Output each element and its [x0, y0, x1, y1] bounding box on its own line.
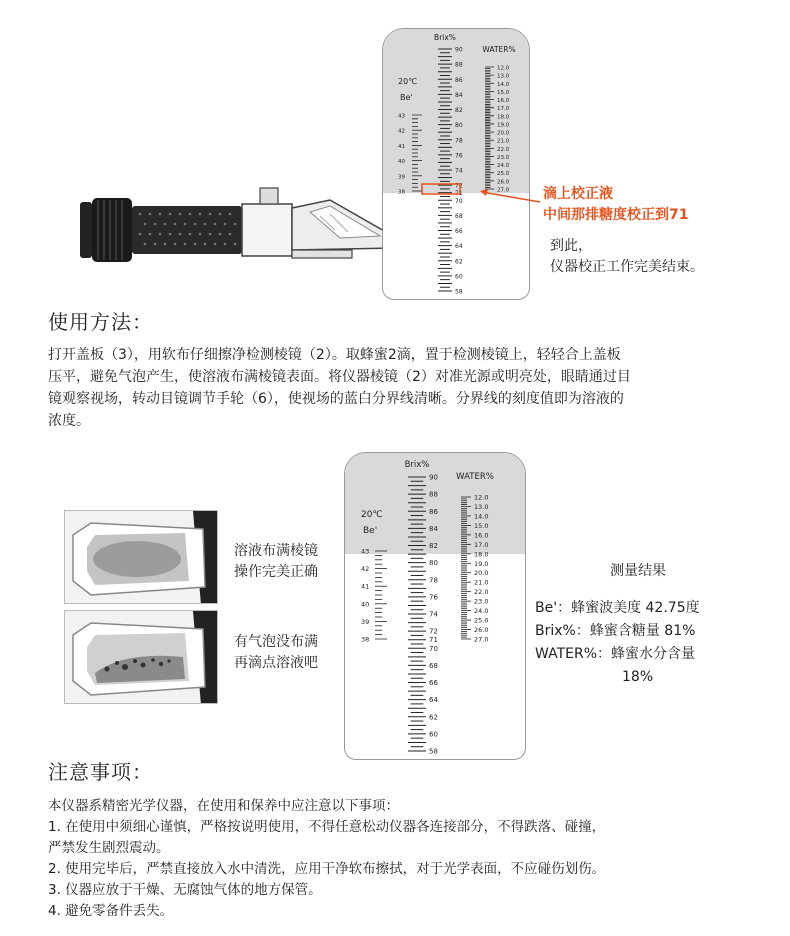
- result-water: WATER%：蜂蜜水分含量: [535, 646, 695, 662]
- usage-line-1: 打开盖板（3），用软布仔细擦净检测棱镜（2）。取蜂蜜2滴，置于检测棱镜上，轻轻合上盖板: [48, 347, 621, 363]
- be-tick-label: 42: [398, 128, 405, 135]
- result-water-value: 18%: [622, 669, 654, 685]
- water-tick-label: 14.0: [474, 512, 489, 521]
- result-be: Be'：蜂蜜波美度 42.75度: [535, 600, 700, 616]
- calibration-arrow-line: [482, 192, 540, 202]
- water-tick-label: 20.0: [474, 569, 489, 578]
- prism-photo-bubbles: [64, 610, 218, 704]
- be-tick-label: 39: [398, 174, 405, 181]
- water-tick-label: 22.0: [497, 146, 510, 153]
- water-tick-label: 12.0: [497, 65, 510, 72]
- brix-tick-label: 78: [429, 576, 438, 585]
- bad-caption-1: 有气泡没布满: [234, 634, 318, 650]
- notes-list: [48, 796, 605, 922]
- refractometer-illustration: [80, 180, 410, 280]
- notes-item-4: 4. 避免零备件丢失。: [48, 903, 174, 919]
- water-tick-label: 20.0: [497, 130, 510, 137]
- usage-heading: 使用方法：: [48, 310, 153, 334]
- brix-tick-label: 62: [455, 258, 463, 266]
- top-scale-marks: [383, 29, 530, 300]
- brix-tick-label: 70: [429, 644, 438, 653]
- brix-tick-label: 88: [429, 490, 438, 499]
- water-label: WATER%: [482, 45, 516, 54]
- be-tick-label: 42: [361, 565, 370, 574]
- notes-heading: 注意事项：: [48, 760, 153, 784]
- be-tick-label: 38: [398, 189, 405, 196]
- calibration-done-2: 仪器校正工作完美结束。: [550, 259, 704, 275]
- brix-tick-label: 66: [455, 228, 463, 235]
- usage-line-4: 浓度。: [48, 413, 90, 429]
- brix-tick-label: 84: [455, 91, 463, 99]
- temp-label: 20℃: [398, 77, 418, 86]
- calibration-arrow-head: [480, 189, 488, 196]
- calibration-step-2: 中间那排糖度校正到71: [543, 207, 689, 223]
- brix-tick-label: 72: [429, 627, 438, 636]
- bad-caption-2: 再滴点溶液吧: [234, 655, 318, 671]
- water-tick-label: 18.0: [497, 114, 510, 121]
- brix-tick-label: 84: [429, 524, 438, 533]
- notes-item-2: 2. 使用完毕后，严禁直接放入水中清洗，应用干净软布擦拭，对于光学表面，不应碰伤划伤。: [48, 861, 606, 877]
- water-tick-label: 15.0: [474, 521, 489, 530]
- water-tick-label: 13.0: [497, 73, 510, 80]
- brix-tick-label: 60: [455, 273, 463, 281]
- result-brix: Brix%：蜂蜜含糖量 81%: [535, 623, 696, 639]
- temp-label: 20℃: [361, 510, 383, 520]
- brix-label: Brix%: [404, 460, 430, 470]
- brix-tick-label: 80: [455, 122, 463, 130]
- brix-tick-label: 62: [429, 713, 438, 722]
- water-tick-label: 25.0: [497, 171, 510, 178]
- result-title: 测量结果: [610, 563, 666, 579]
- good-caption-2: 操作完美正确: [234, 564, 318, 580]
- water-tick-label: 12.0: [474, 493, 489, 502]
- brix-tick-label: 88: [455, 61, 463, 69]
- brix-tick-label: 58: [429, 747, 438, 756]
- water-label: WATER%: [456, 472, 494, 482]
- water-tick-label: 21.0: [474, 578, 489, 587]
- water-tick-label: 13.0: [474, 502, 489, 511]
- water-tick-label: 15.0: [497, 89, 510, 96]
- water-tick-label: 22.0: [474, 588, 489, 597]
- calibration-highlight-box: [422, 184, 460, 194]
- be-tick-label: 41: [398, 143, 405, 150]
- water-tick-label: 17.0: [497, 106, 510, 113]
- water-tick-label: 16.0: [474, 531, 489, 540]
- brix-tick-label: 82: [455, 107, 463, 114]
- water-tick-label: 24.0: [497, 163, 510, 170]
- brix-tick-label: 64: [429, 696, 438, 705]
- water-tick-label: 27.0: [474, 635, 489, 644]
- brix-label: Brix%: [434, 33, 456, 42]
- bottom-scale-marks: [345, 453, 526, 760]
- water-tick-label: 19.0: [497, 122, 510, 129]
- be-tick-label: 38: [361, 635, 370, 644]
- water-tick-label: 17.0: [474, 540, 489, 549]
- be-label: Be': [363, 526, 378, 536]
- water-tick-label: 26.0: [497, 179, 510, 186]
- brix-tick-label: 60: [429, 730, 438, 739]
- notes-item-3: 3. 仪器应放于干燥、无腐蚀气体的地方保管。: [48, 882, 322, 898]
- be-tick-label: 39: [361, 617, 370, 626]
- brix-tick-label: 76: [455, 152, 463, 160]
- brix-tick-label: 86: [429, 507, 438, 516]
- calibration-step-1: 滴上校正液: [543, 186, 613, 202]
- calibration-done-1: 到此，: [550, 238, 592, 254]
- be-tick-label: 43: [361, 547, 370, 556]
- brix-tick-label: 66: [429, 679, 438, 687]
- brix-tick-label: 82: [429, 542, 438, 550]
- notes-intro: 本仪器系精密光学仪器，在使用和保养中应注意以下事项：: [48, 798, 399, 814]
- brix-tick-label: 78: [455, 137, 463, 145]
- water-tick-label: 23.0: [497, 154, 510, 161]
- be-tick-label: 41: [361, 582, 370, 591]
- water-tick-label: 26.0: [474, 626, 489, 635]
- water-tick-label: 25.0: [474, 616, 489, 625]
- brix-tick-label: 86: [455, 76, 463, 84]
- water-tick-label: 16.0: [497, 98, 510, 105]
- brix-tick-label: 74: [429, 610, 438, 619]
- brix-tick-label: 68: [429, 661, 438, 670]
- be-tick-label: 40: [361, 600, 370, 609]
- notes-item-1-cont: 严禁发生剧烈震动。: [48, 840, 170, 856]
- top-scale-reticle: [382, 28, 530, 300]
- water-tick-label: 24.0: [474, 607, 489, 616]
- usage-line-3: 镜观察视场，转动目镜调节手轮（6），使视场的蓝白分界线清晰。分界线的刻度值即为溶液的: [48, 391, 624, 407]
- brix-tick-label: 74: [455, 167, 463, 175]
- brix-tick-label: 90: [429, 473, 438, 482]
- brix-tick-label: 68: [455, 212, 463, 220]
- brix-tick-label: 64: [455, 243, 463, 251]
- be-tick-label: 43: [398, 113, 405, 120]
- water-tick-label: 19.0: [474, 559, 489, 568]
- be-label: Be': [400, 93, 413, 102]
- prism-photo-good: [64, 510, 218, 604]
- brix-tick-label: 71: [455, 190, 463, 198]
- water-tick-label: 18.0: [474, 550, 489, 559]
- brix-tick-label: 58: [455, 288, 463, 296]
- good-caption-1: 溶液布满棱镜: [234, 543, 318, 559]
- brix-tick-label: 72: [455, 182, 463, 190]
- water-tick-label: 23.0: [474, 597, 489, 606]
- notes-item-1: 1. 在使用中须细心谨慎，严格按说明使用，不得任意松动仪器各连接部分，不得跌落、碰撞，: [48, 819, 606, 835]
- bottom-scale-reticle: [344, 452, 526, 760]
- usage-paragraph: [48, 344, 631, 432]
- water-tick-label: 27.0: [497, 187, 510, 194]
- brix-tick-label: 90: [455, 46, 463, 54]
- brix-tick-label: 76: [429, 593, 438, 602]
- refractometer-drawing: [80, 180, 410, 280]
- brix-tick-label: 71: [429, 636, 438, 645]
- brix-tick-label: 80: [429, 559, 438, 568]
- water-tick-label: 14.0: [497, 81, 510, 88]
- be-tick-label: 40: [398, 159, 405, 166]
- brix-tick-label: 70: [455, 197, 463, 205]
- water-tick-label: 21.0: [497, 138, 510, 145]
- usage-line-2: 压平，避免气泡产生，使溶液布满棱镜表面。将仪器棱镜（2）对准光源或明亮处，眼睛通过目: [48, 369, 631, 385]
